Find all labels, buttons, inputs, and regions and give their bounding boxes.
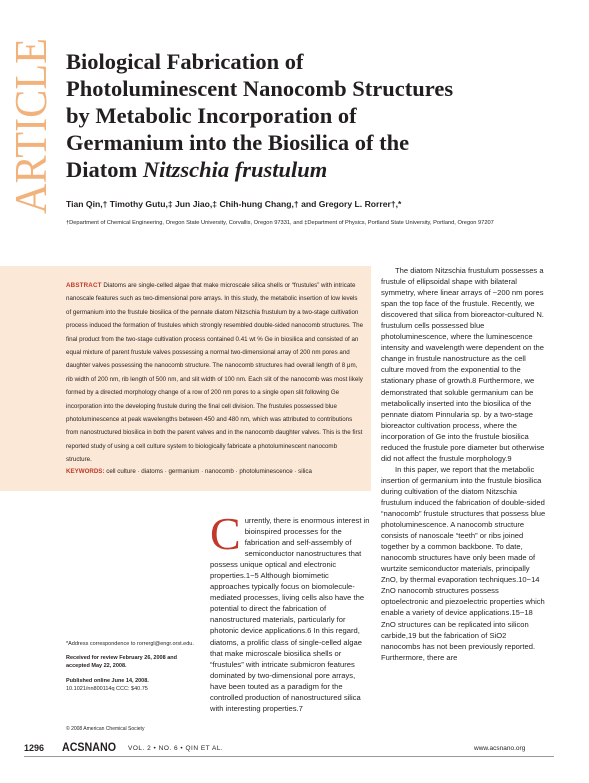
journal-logo: [62, 738, 118, 754]
page-number: 1296: [24, 743, 45, 753]
keywords-text: cell culture · diatoms · germanium · nanocomb · photoluminescence · silica: [106, 468, 312, 475]
body-paragraph: The diatom Nitzschia frustulum possesses a frustule of ellipsoidal shape with bilateral symmetry, where linear arrays of ~200 nm pores span the top face of the frustule. Recently, we discovered that silica from bioreactor-cultured N. frustulum cells possessed blue photoluminescence, where the luminescence intensity and wavelength were dependent on the change in frustule nanostructure as the cell culture moved from the exponential to the stationary phase of growth.8 Furthermore, we demonstrated that soluble germanium can be metabolically inserted into the biosilica of the pennate diatom Pinnularia sp. by a two-stage bioreactor cultivation process, where the incorporation of Ge into the frustule biosilica reduced the frustule pore diameter but otherwise did not affect the frustule morphology.9: [381, 266, 545, 463]
title-line-5-roman: Diatom: [66, 157, 143, 182]
title-line-4: Germanium into the Biosilica of the: [66, 130, 410, 155]
publication-info: [66, 677, 196, 693]
published-date: Published online June 14, 2008.: [66, 677, 149, 684]
author-list: Tian Qin,† Timothy Gutu,‡ Jun Jiao,‡ Chih-hung Chang,† and Gregory L. Rorrer†,*: [66, 199, 402, 209]
body-column-1: [210, 508, 370, 714]
issue-info: VOL. 2 • NO. 6 • QIN ET AL.: [128, 745, 224, 752]
review-dates: Received for review February 26, 2008 and accepted May 22, 2008.: [66, 655, 177, 670]
body-column-2: [381, 265, 546, 663]
correspondence-address: *Address correspondence to rorrergl@engr.orst.edu.: [66, 641, 194, 647]
article-side-label: [2, 36, 52, 216]
footer-divider: [24, 756, 554, 757]
correspondence-notes: [66, 640, 196, 699]
article-title: [66, 48, 566, 183]
drop-cap: C: [210, 508, 241, 559]
title-line-1: Biological Fabrication of: [66, 49, 304, 74]
journal-logo-text: ACSNANO: [62, 740, 116, 754]
body-paragraph: In this paper, we report that the metabolic insertion of germanium into the frustule biosilica during cultivation of the diatom Nitzschia frustulum induced the fabrication of double-sided “nanocomb” frustule structures that possess blue photoluminescence. A nanocomb structure consists of nanoscale “teeth” or ribs joined together by a common backbone. To date, nanocomb structures have only been made of wurtzite semiconductor materials, principally ZnO, by thermal evaporation techniques.10−14 ZnO nanocomb structures possess optoelectronic and piezoelectric properties which enable a variety of device applications.15−18 ZnO structures can be replicated into silicon carbide,19 but the fabrication of SiO2 nanocombs has not been previously reported. Furthermore, there are: [381, 464, 546, 662]
article-label-text: ARTICLE: [5, 36, 52, 214]
doi: 10.1021/nn800114q CCC: $40.75: [66, 685, 148, 692]
keywords: [66, 467, 366, 477]
title-line-2: Photoluminescent Nanocomb Structures: [66, 76, 454, 101]
copyright: © 2008 American Chemical Society: [66, 726, 145, 732]
abstract: [66, 279, 364, 467]
affiliations: †Department of Chemical Engineering, Oregon State University, Corvallis, Oregon 97331, and ‡Department of Physics, Portland State University, Portland, Oregon 97207: [66, 220, 494, 226]
title-line-5-species: Nitzschia frustulum: [142, 157, 328, 182]
title-line-3: by Metabolic Incorporation of: [66, 103, 357, 128]
abstract-text: Diatoms are single-celled algae that make microscale silica shells or “frustules” with intricate nanoscale features such as two-dimensional pore arrays. In this study, the metabolic insertion of low levels of germanium into the frustule biosilica of the pennate diatom Nitzschia frustulum by a two-stage cultivation process induced the formation of frustules which strongly resembled double-sided nanocomb structures. The final product from the two-stage cultivation process contained 0.41 wt % Ge in biosilica and consisted of an equal mixture of parent frustule valves possessing a normal two-dimensional array of 200 nm pores and daughter valves possessing the nanocomb structure. The nanocomb structures had overall length of 8 μm, rib width of 200 nm, rib length of 500 nm, and slit width of 100 nm. Each slit of the nanocomb was most likely formed by a directed morphology change of a row of 200 nm pores to a single open slit following Ge incorporation into the developing frustule during the final cell division. The frustules possessed blue photoluminescence at peak wavelengths between 450 and 480 nm, which was attributed to contributions from nanostructured biosilica in both the parent valves and in the nanocomb daughter valves. This is the first reported study of using a cell culture system to biologically fabricate a photoluminescent nanocomb structure.: [66, 282, 364, 464]
keywords-heading: KEYWORDS:: [66, 468, 105, 475]
title-line-5: [66, 156, 566, 183]
abstract-heading: ABSTRACT: [66, 282, 102, 289]
body-paragraph: urrently, there is enormous interest in bioinspired processes for the fabrication and self-assembly of semiconductor nanostructures that possess unique optical and electronic properties.1−5 Although biomimetic approaches typically focus on biomolecule-mediated processes, living cells also have the potential to direct the fabrication of nanostructured materials, particularly for photonic device applications.6 In this regard, diatoms, a prolific class of single-celled algae that make microscale biosilica shells or “frustules” with intricate submicron features dominated by two-dimensional pore arrays, have been touted as a paradigm for the controlled production of nanostructured silica with interesting properties.7: [210, 516, 370, 713]
journal-url[interactable]: www.acsnano.org: [474, 745, 526, 752]
